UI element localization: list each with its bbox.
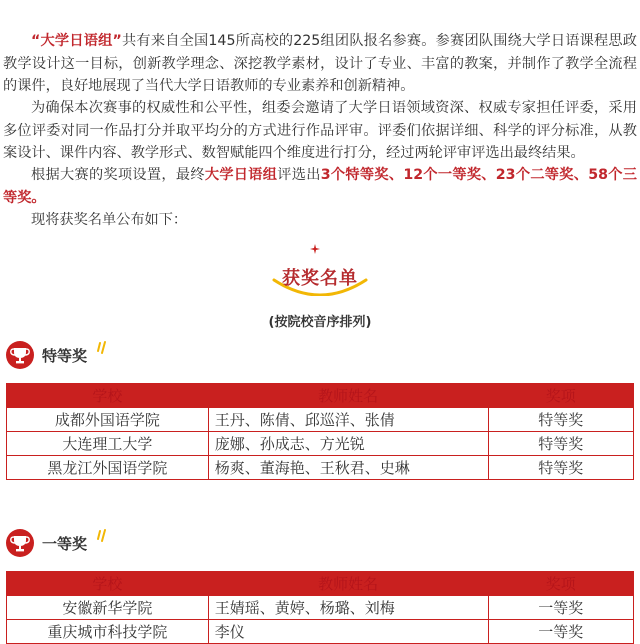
- column-header-award: 奖项: [488, 572, 633, 596]
- intro-paragraph-3: 根据大赛的奖项设置，最终大学日语组评选出3个特等奖、12个一等奖、23个二等奖、58个三等奖。: [3, 167, 637, 206]
- column-header-teachers: 教师姓名: [208, 384, 488, 408]
- first-award-table: [6, 571, 634, 644]
- section-title: 特等奖: [42, 347, 88, 365]
- table-row: [7, 456, 634, 480]
- table-row: [7, 596, 634, 620]
- sparkle-icon: [95, 528, 111, 544]
- section-header-special: [5, 340, 205, 370]
- school-cell: 黑龙江外国语学院: [7, 456, 209, 480]
- special-award-table: [6, 383, 634, 480]
- column-header-school: 学校: [7, 572, 209, 596]
- column-header-teachers: 教师姓名: [208, 572, 488, 596]
- teachers-cell: 杨爽、董海艳、王秋君、史琳: [208, 456, 488, 480]
- column-header-award: 奖项: [488, 384, 633, 408]
- school-cell: 安徽新华学院: [7, 596, 209, 620]
- teachers-cell: 王丹、陈倩、邱巡洋、张倩: [208, 408, 488, 432]
- school-cell: 大连理工大学: [7, 432, 209, 456]
- list-title-block: [0, 238, 640, 298]
- award-cell: 特等奖: [488, 456, 633, 480]
- teachers-cell: 王婧瑶、黄婷、杨璐、刘梅: [208, 596, 488, 620]
- teachers-cell: 李仪: [208, 620, 488, 644]
- trophy-icon: [5, 340, 35, 370]
- section-header-first: [5, 528, 205, 558]
- teachers-cell: 庞娜、孙成志、方光锐: [208, 432, 488, 456]
- award-cell: 特等奖: [488, 408, 633, 432]
- award-cell: 一等奖: [488, 620, 633, 644]
- school-cell: 重庆城市科技学院: [7, 620, 209, 644]
- sparkle-star-icon: [310, 244, 320, 254]
- list-subtitle: (按院校音序排列): [268, 315, 372, 330]
- intro-paragraph-4: 现将获奖名单公布如下：: [31, 212, 188, 228]
- school-cell: 成都外国语学院: [7, 408, 209, 432]
- table-row: [7, 432, 634, 456]
- column-header-school: 学校: [7, 384, 209, 408]
- trophy-icon: [5, 528, 35, 558]
- table-header-row: [7, 384, 634, 408]
- section-title: 一等奖: [42, 535, 88, 553]
- award-cell: 一等奖: [488, 596, 633, 620]
- table-row: [7, 620, 634, 644]
- intro-paragraph-2: 为确保本次赛事的权威性和公平性，组委会邀请了大学日语领域资深、权威专家担任评委，采用多位评委对同一作品打分并取平均分的方式进行作品评审。评委们依据详细、科学的评分标准，从教案设计、课件内容、教学形式、数智赋能四个维度进行打分，经过两轮评审评选出最终结果。: [3, 100, 637, 161]
- sparkle-icon: [95, 340, 111, 356]
- intro-paragraph-1: “大学日语组”共有来自全国145所高校的225组团队报名参赛。参赛团队围绕大学日语课程思政教学设计这一目标，创新教学理念、深挖教学素材，设计了专业、丰富的教案，并制作了教学全流程的课件，良好地展现了当代大学日语教师的专业素养和创新精神。: [3, 33, 637, 94]
- award-cell: 特等奖: [488, 432, 633, 456]
- award-counts: 3个特等奖、12个一等奖、23个二等奖、58个三等奖。: [3, 167, 637, 206]
- group-name-highlight: “大学日语组”: [31, 33, 122, 49]
- table-header-row: [7, 572, 634, 596]
- list-title: 获奖名单: [282, 268, 358, 289]
- table-row: [7, 408, 634, 432]
